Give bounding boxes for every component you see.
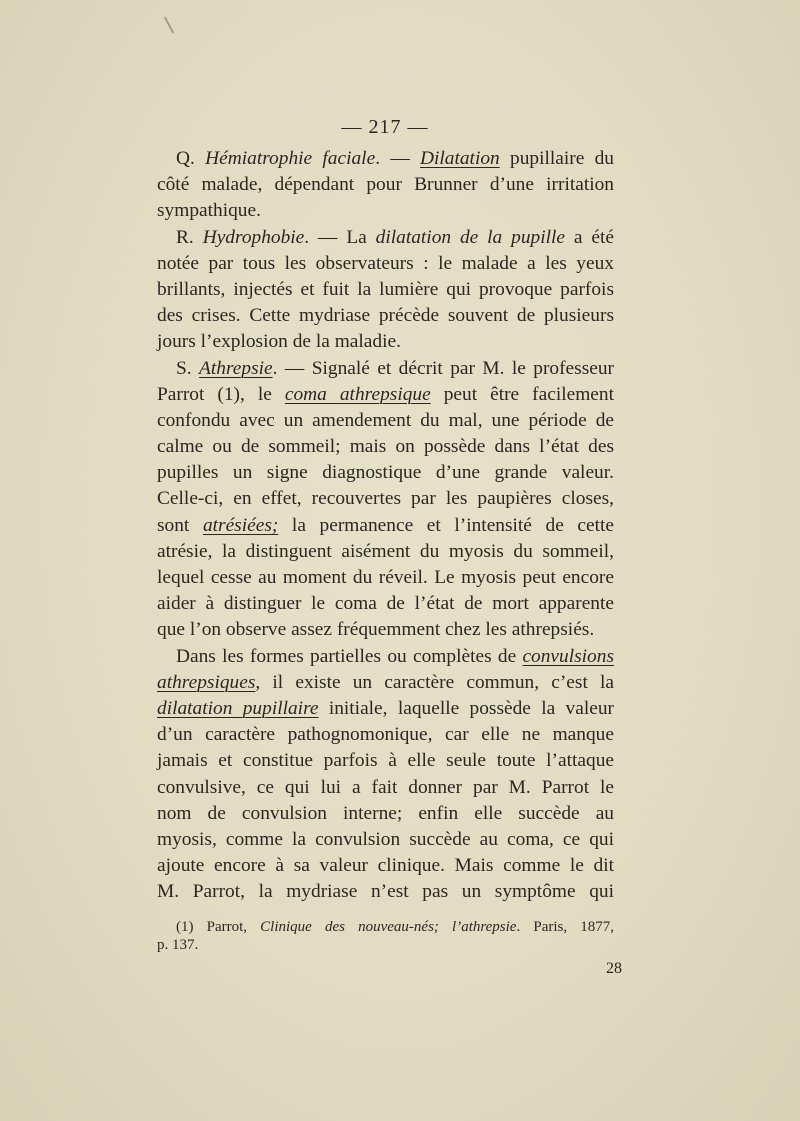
text-run: atrésie, la distinguent aisément du myosis du sommeil, bbox=[157, 540, 614, 562]
emphasis-text: Athrepsie bbox=[199, 357, 273, 379]
text-run: , il existe un caractère commun, c’est la bbox=[255, 671, 614, 693]
body-line bbox=[157, 251, 614, 277]
text-run: M. Parrot, la mydriase n’est pas un symptôme qui bbox=[157, 881, 614, 903]
text-run: . — Signalé et décrit par M. le professeur bbox=[272, 357, 615, 379]
body-line bbox=[157, 225, 614, 251]
body-line bbox=[157, 460, 614, 486]
text-run: notée par tous les observateurs : le malade a les yeux bbox=[157, 252, 614, 274]
text-run: a été bbox=[565, 226, 615, 248]
body-line bbox=[157, 670, 614, 696]
text-run: S. bbox=[176, 357, 200, 379]
body-line bbox=[157, 146, 614, 172]
text-run: calme ou de sommeil; mais on possède dans l’état des bbox=[157, 436, 614, 458]
text-run: sympathique. bbox=[157, 200, 261, 222]
text-run: nom de convulsion interne; enfin elle succède au bbox=[157, 802, 614, 824]
text-run: jours l’explosion de la maladie. bbox=[157, 331, 401, 353]
body-line bbox=[157, 801, 614, 827]
text-run: brillants, injectés et fuit la lumière qui provoque parfois bbox=[157, 278, 614, 300]
text-run: myosis, comme la convulsion succède au coma, ce qui bbox=[157, 828, 614, 850]
body-line bbox=[157, 879, 614, 905]
emphasis-text: dilatation de la pupille bbox=[375, 226, 566, 248]
emphasis-text: coma athrepsique bbox=[284, 383, 431, 405]
body-line bbox=[157, 434, 614, 460]
body-line bbox=[157, 382, 614, 408]
text-run: ajoute encore à sa valeur clinique. Mais comme le dit bbox=[157, 855, 614, 877]
body-line bbox=[157, 722, 614, 748]
text-run: Dans les formes partielles ou complètes de bbox=[176, 645, 523, 667]
text-run: (1) Parrot, bbox=[176, 919, 261, 935]
body-line bbox=[157, 356, 614, 382]
text-run: des crises. Cette mydriase précède souvent de plusieurs bbox=[157, 305, 614, 327]
text-run: pupilles un signe diagnostique d’une grande valeur. bbox=[157, 462, 614, 484]
body-line bbox=[157, 198, 614, 224]
body-line bbox=[157, 329, 614, 355]
emphasis-text: athrepsiques bbox=[157, 671, 256, 693]
text-run: p. 137. bbox=[157, 937, 199, 953]
text-run: la permanence et l’intensité de cette bbox=[278, 514, 615, 536]
text-run: . — bbox=[375, 148, 420, 169]
text-run: initiale, laquelle possède la valeur bbox=[318, 697, 614, 719]
body-text bbox=[157, 146, 614, 905]
page-number: — 217 — bbox=[341, 116, 429, 138]
body-line bbox=[157, 565, 614, 591]
footnote bbox=[157, 918, 614, 954]
body-line bbox=[157, 827, 614, 853]
body-line bbox=[157, 853, 614, 879]
body-line bbox=[157, 277, 614, 303]
body-line bbox=[157, 591, 614, 617]
text-run: Parrot (1), le bbox=[157, 383, 285, 405]
text-run: R. bbox=[176, 226, 203, 248]
footnote-line bbox=[157, 918, 614, 936]
text-run: jamais et constitue parfois à elle seule toute l’attaque bbox=[157, 750, 614, 772]
emphasis-text: Hydrophobie bbox=[202, 226, 305, 248]
body-line bbox=[157, 617, 614, 643]
emphasis-text: convulsions bbox=[522, 645, 614, 667]
text-run: . Paris, 1877, bbox=[516, 919, 614, 935]
text-run: Q. bbox=[176, 148, 206, 169]
text-run: confondu avec un amendement du mal, une période de bbox=[157, 409, 614, 431]
text-run: pupillaire du bbox=[499, 148, 614, 169]
body-line bbox=[157, 172, 614, 198]
body-line bbox=[157, 775, 614, 801]
body-line bbox=[157, 486, 614, 512]
body-line bbox=[157, 408, 614, 434]
body-line bbox=[157, 513, 614, 539]
body-line bbox=[157, 303, 614, 329]
text-run: Celle-ci, en effet, recouvertes par les paupières closes, bbox=[157, 488, 614, 510]
text-run: sont bbox=[157, 514, 203, 536]
footnote-line bbox=[157, 936, 614, 954]
body-line bbox=[157, 539, 614, 565]
text-run: que l’on observe assez fréquemment chez les athrepsiés. bbox=[157, 619, 595, 641]
text-run: côté malade, dépendant pour Brunner d’une irritation bbox=[157, 174, 614, 196]
text-run: . — La bbox=[304, 226, 376, 248]
text-run: aider à distinguer le coma de l’état de mort apparente bbox=[157, 593, 614, 615]
pencil-mark bbox=[164, 17, 174, 34]
emphasis-text: Clinique des nouveau-nés; l’athrepsie bbox=[260, 919, 517, 935]
body-line bbox=[157, 644, 614, 670]
body-line bbox=[157, 748, 614, 774]
signature-mark: 28 bbox=[606, 960, 622, 977]
text-run: lequel cesse au moment du réveil. Le myosis peut encore bbox=[157, 567, 614, 588]
body-line bbox=[157, 696, 614, 722]
text-run: peut être facilement bbox=[430, 383, 614, 405]
emphasis-text: dilatation pupillaire bbox=[157, 697, 319, 719]
emphasis-text: atrésiées; bbox=[202, 514, 279, 536]
emphasis-text: Dilatation bbox=[420, 148, 500, 169]
text-run: convulsive, ce qui lui a fait donner par M. Parrot le bbox=[157, 776, 614, 798]
emphasis-text: Hémiatrophie faciale bbox=[205, 148, 376, 169]
text-run: d’un caractère pathognomonique, car elle ne manque bbox=[157, 724, 614, 746]
